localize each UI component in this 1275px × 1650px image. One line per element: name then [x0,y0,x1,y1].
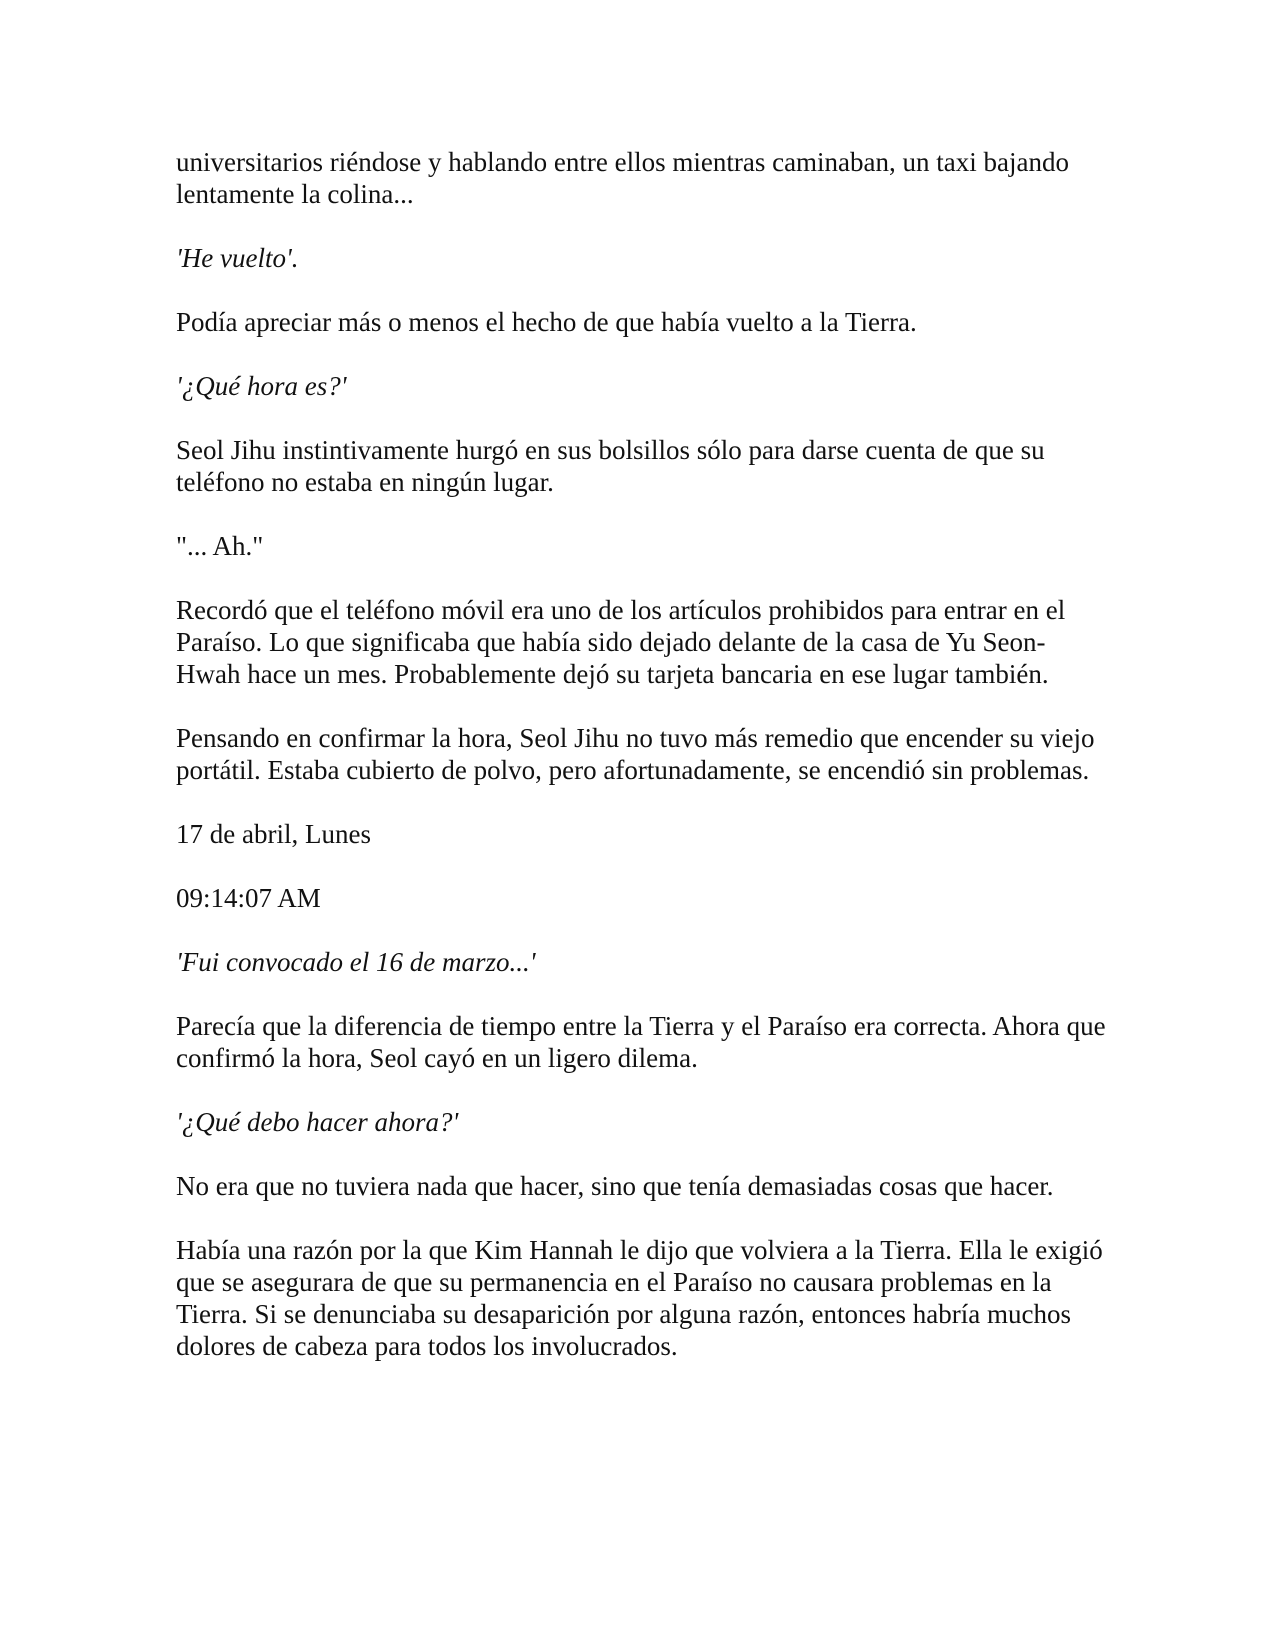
document-body [176,146,1106,1394]
thought-paragraph: '¿Qué debo hacer ahora?' [176,1107,459,1137]
paragraph: Seol Jihu instintivamente hurgó en sus bolsillos sólo para darse cuenta de que su teléfono no estaba en ningún lugar. [176,435,1045,497]
thought-paragraph: 'He vuelto'. [176,243,299,273]
paragraph: No era que no tuviera nada que hacer, sino que tenía demasiadas cosas que hacer. [176,1171,1054,1201]
date-line: 17 de abril, Lunes [176,819,371,849]
paragraph: universitarios riéndose y hablando entre ellos mientras caminaban, un taxi bajando lentamente la colina... [176,147,1069,209]
thought-paragraph: '¿Qué hora es?' [176,371,347,401]
thought-paragraph: 'Fui convocado el 16 de marzo...' [176,947,536,977]
paragraph: Pensando en confirmar la hora, Seol Jihu no tuvo más remedio que encender su viejo portátil. Estaba cubierto de polvo, pero afortunadamente, se encendió sin problemas. [176,723,1095,785]
dialogue-paragraph: "... Ah." [176,531,264,561]
time-line: 09:14:07 AM [176,883,321,913]
paragraph: Parecía que la diferencia de tiempo entre la Tierra y el Paraíso era correcta. Ahora que confirmó la hora, Seol cayó en un ligero dilema. [176,1011,1106,1073]
paragraph: Recordó que el teléfono móvil era uno de los artículos prohibidos para entrar en el Paraíso. Lo que significaba que había sido dejado delante de la casa de Yu Seon-Hwah hace un mes. Probablemente dejó su tarjeta bancaria en ese lugar también. [176,595,1066,689]
paragraph: Había una razón por la que Kim Hannah le dijo que volviera a la Tierra. Ella le exigió que se asegurara de que su permanencia en el Paraíso no causara problemas en la Tierra. Si se denunciaba su desaparición por alguna razón, entonces habría muchos dolores de cabeza para todos los involucrados. [176,1235,1103,1361]
paragraph: Podía apreciar más o menos el hecho de que había vuelto a la Tierra. [176,307,917,337]
